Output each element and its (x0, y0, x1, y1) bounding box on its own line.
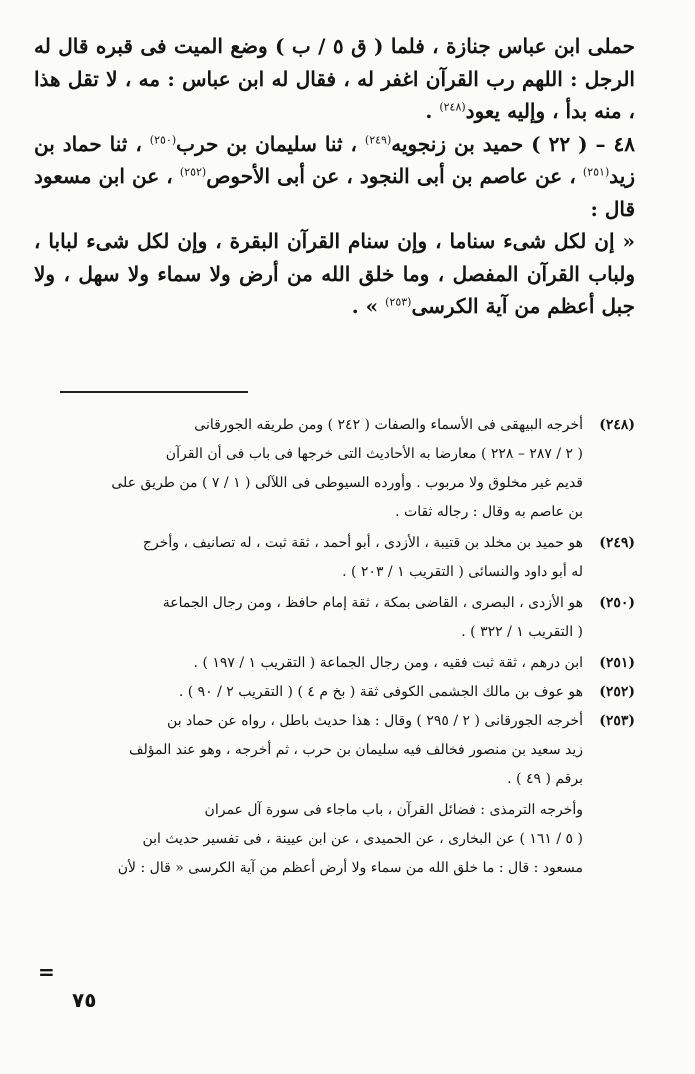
paragraph-1-text: حملى ابن عباس جنازة ، فلما ( ق ٥ / ب ) وضع الميت فى قبره قال له الرجل : اللهم رب القرآن اغفر له ، فقال له ابن عباس : مه ، لا تقل هذا ، منه بدأ ، وإليه يعود (34, 34, 635, 123)
footnote-number: (٢٤٩) (599, 535, 635, 551)
footnote-ref-248[interactable]: (٢٤٨) (439, 100, 466, 114)
footnote-line: ( التقريب ١ / ٣٢٢ ) . (461, 624, 583, 640)
footnote-number: (٢٤٨) (599, 417, 635, 433)
footnote-number: (٢٥٣) (599, 713, 635, 729)
footnote-line: له أبو داود والنسائى ( التقريب ١ / ٢٠٣ ) . (342, 564, 583, 580)
footnote-248 (34, 411, 635, 527)
hadith-text: « إن لكل شىء سناما ، وإن سنام القرآن البقرة ، وإن لكل شىء لبابا ، ولباب القرآن المفصل ، وما خلق الله من أرض ولا سماء ولا سهل ، ولا جبل أعظم من آية الكرسى (34, 229, 635, 318)
footnote-line: هو الأزدى ، البصرى ، القاضى بمكة ، ثقة إمام حافظ ، ومن رجال الجماعة (162, 595, 583, 611)
footnote-251 (34, 649, 635, 678)
paragraph-1-end: . (425, 99, 440, 123)
footnote-line: ( ٥ / ١٦١ ) عن البخارى ، عن الحميدى ، عن ابن عيينة ، فى تفسير حديث ابن (142, 831, 583, 847)
footnote-text (34, 589, 583, 647)
footnote-253-continuation (34, 796, 635, 883)
footnote-252 (34, 678, 635, 707)
footnote-line: بن عاصم به وقال : رجاله ثقات . (395, 504, 583, 520)
footnote-line: برقم ( ٤٩ ) . (507, 771, 583, 787)
footnote-line: أخرجه البيهقى فى الأسماء والصفات ( ٢٤٢ ) ومن طريقه الجورقانى (194, 417, 583, 433)
footnote-ref-250[interactable]: (٢٥٠) (149, 132, 177, 146)
footnote-text (34, 411, 583, 527)
footnote-ref-252[interactable]: (٢٥٢) (179, 165, 207, 179)
footnote-number: (٢٥١) (599, 655, 635, 671)
paragraph-2 (34, 128, 635, 226)
footnote-253 (34, 707, 635, 794)
footnote-line: هو عوف بن مالك الجشمى الكوفى ثقة ( بخ م ٤ ) ( التقريب ٢ / ٩٠ ) . (178, 684, 583, 700)
footnote-separator (60, 391, 248, 393)
footnote-text (34, 796, 583, 883)
footnote-text (34, 678, 583, 707)
page-number: ٧٥ (72, 988, 97, 1012)
footnote-line: وأخرجه الترمذى : فضائل القرآن ، باب ماجاء فى سورة آل عمران (204, 802, 583, 818)
footnote-text (34, 649, 583, 678)
isnad-part-b: ، ثنا سليمان بن حرب (176, 131, 365, 156)
footnote-text (34, 707, 583, 794)
footnote-text (34, 529, 583, 587)
isnad-part-e: ، عن ابن مسعود قال : (34, 164, 635, 221)
main-text (34, 30, 635, 323)
footnote-ref-251[interactable]: (٢٥١) (582, 165, 610, 179)
hadith-end: » . (351, 294, 386, 318)
footnote-line: ابن درهم ، ثقة ثبت فقيه ، ومن رجال الجماعة ( التقريب ١ / ١٩٧ ) . (193, 655, 583, 671)
footnote-number: (٢٥٠) (599, 595, 635, 611)
isnad-part-d: ، عن عاصم بن أبى النجود ، عن أبى الأحوص (206, 164, 583, 188)
footnote-line: أخرجه الجورقانى ( ٢ / ٢٩٥ ) وقال : هذا حديث باطل ، رواه عن حماد بن (167, 713, 583, 729)
footnote-ref-253[interactable]: (٢٥٣) (385, 295, 412, 309)
footnote-ref-249[interactable]: (٢٤٩) (364, 132, 392, 146)
continuation-mark: = (38, 960, 55, 984)
hadith-number: ٤٨ – ( ٢٢ ) حميد بن زنجويه (391, 131, 635, 156)
footnote-number: (٢٥٢) (599, 684, 635, 700)
footnote-line: زيد سعيد بن منصور فخالف فيه سليمان بن حرب ، ثم أخرجه ، وهو عند المؤلف (129, 742, 583, 758)
paragraph-3 (34, 225, 635, 323)
footnote-line: ( ٢ / ٢٨٧ – ٢٢٨ ) معارضا به الأحاديث التى خرجها فى باب فى أن القرآن (165, 446, 583, 462)
footnote-line: قديم غير مخلوق ولا مربوب . وأورده السيوطى فى اللآلى ( ١ / ٧ ) من طريق على (111, 475, 583, 491)
footnote-line: مسعود : قال : ما خلق الله من سماء ولا أرض أعظم من آية الكرسى « قال : لأن (117, 860, 583, 876)
footnote-line: هو حميد بن مخلد بن قتيبة ، الأزدى ، أبو أحمد ، ثقة ثبت ، له تصانيف ، وأخرج (142, 535, 583, 551)
paragraph-1 (34, 30, 635, 128)
footnote-249 (34, 529, 635, 587)
footnotes (34, 411, 635, 883)
footnote-250 (34, 589, 635, 647)
isnad-part-c: ، ثنا حماد بن زيد (34, 131, 635, 188)
footnote-number-blank (583, 796, 635, 883)
